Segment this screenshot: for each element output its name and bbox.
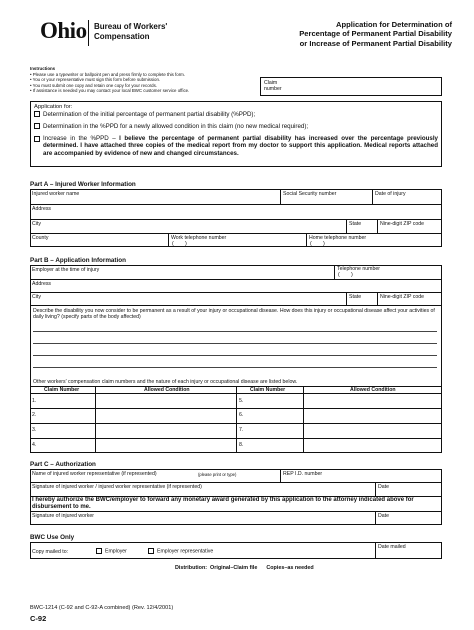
date-mailed-field[interactable]: Date mailed <box>378 544 406 550</box>
print-note: (please print or type) <box>198 472 237 477</box>
injured-worker-name-field[interactable]: Injured worker name <box>32 191 80 197</box>
checkbox[interactable] <box>34 123 40 129</box>
instruction-item: • If assistance is needed you may contact your local BWC customer service office. <box>30 88 190 94</box>
title-line-1: Application for Determination of <box>335 20 452 29</box>
application-for-section <box>30 101 442 167</box>
claim-row-num: 2. <box>32 412 37 418</box>
instructions-title: Instructions <box>30 66 56 71</box>
part-c-title: Part C – Authorization <box>30 461 96 468</box>
worker-signature-field[interactable]: Signature of injured worker <box>32 513 94 519</box>
part-a-title: Part A – Injured Worker Information <box>30 181 136 188</box>
claim-number-field[interactable] <box>260 77 442 96</box>
paren-close: ) <box>323 241 325 247</box>
logo-divider <box>88 20 89 46</box>
copy-employer-rep-option[interactable] <box>148 548 213 554</box>
claim-number-label: Claim number <box>264 80 282 92</box>
checkbox[interactable] <box>148 548 154 554</box>
paren-open: ( <box>172 241 174 247</box>
part-a-grid <box>30 189 442 247</box>
employer-address-field[interactable]: Address <box>32 281 52 287</box>
telephone-field[interactable]: Telephone number <box>337 266 380 272</box>
col-allowed-condition: Allowed Condition <box>144 387 190 393</box>
distribution-note: Distribution: Original–Claim file Copies–as needed <box>175 565 314 571</box>
option-initial-ppd[interactable] <box>34 111 438 119</box>
date-field[interactable]: Date <box>378 484 389 490</box>
instructions <box>30 66 260 94</box>
instruction-item: • Please use a typewriter or ballpoint pen and press firmly to complete this form. <box>30 71 186 77</box>
worker-date-field[interactable]: Date <box>378 513 389 519</box>
claim-row-num: 1. <box>32 398 37 404</box>
part-b-title: Part B – Application Information <box>30 257 126 264</box>
col-allowed-condition: Allowed Condition <box>350 387 396 393</box>
title-line-2: Percentage of Permanent Partial Disability <box>299 29 452 39</box>
ssn-field[interactable]: Social Security number <box>283 191 337 197</box>
copy-mailed-label: Copy mailed to: <box>32 549 69 555</box>
employer-field[interactable]: Employer at the time of injury <box>32 267 100 273</box>
paren-open: ( <box>338 272 340 278</box>
rep-id-field[interactable]: REP I.D. number <box>283 471 323 477</box>
increase-prefix: Increase in the %PPD – <box>43 135 120 142</box>
employer-state-field[interactable]: State <box>349 294 362 300</box>
copy-employer-option[interactable] <box>96 548 127 554</box>
disability-description-prompt: Describe the disability you now consider to be permanent as a result of your injury or occupational disease. How does this injury or occupational disease affect your activities of daily living? (specify parts of the body affected) <box>33 308 435 320</box>
authorization-statement: I hereby authorize the BWC/employer to forward any monetary award generated by this application to the attorney indicated above for disbursement to me. <box>32 497 414 510</box>
date-of-injury-field[interactable]: Date of injury <box>375 191 406 197</box>
city-field[interactable]: City <box>32 221 41 227</box>
col-claim-number: Claim Number <box>44 387 80 393</box>
claim-row-num: 8. <box>239 442 244 448</box>
increase-statement: I believe the percentage of permanent partial disability has increased over the percentage previously determined. I have attached three copies of the medical report from my doctor to support this application. Medical reports attached are accompanied by evidence of new and changed circumstances. <box>43 135 438 157</box>
title-line-3: or Increase of Permanent Partial Disability <box>299 38 452 48</box>
option-label: Determination in the %PPD for a newly allowed condition in this claim (no new medical required); <box>43 123 309 130</box>
checkbox[interactable] <box>34 111 40 117</box>
signature-field[interactable]: Signature of injured worker / injured worker representative (if represented) <box>32 484 202 490</box>
form-code: C-92 <box>30 614 47 623</box>
description-line[interactable] <box>33 331 437 332</box>
instruction-item: • You or your representative must sign this form before submission. <box>30 77 161 83</box>
checkbox[interactable] <box>96 548 102 554</box>
claim-row-num: 4. <box>32 442 37 448</box>
claim-row-num: 3. <box>32 427 37 433</box>
ohio-logo: Ohio <box>40 18 87 43</box>
claim-row-num: 6. <box>239 412 244 418</box>
option-label: Employer <box>105 548 127 555</box>
work-phone-field[interactable]: Work telephone number <box>171 235 227 241</box>
description-line[interactable] <box>33 343 437 344</box>
option-label: Determination of the initial percentage of permanent partial disability (%PPD); <box>43 111 256 118</box>
description-line[interactable] <box>33 355 437 356</box>
zip-field[interactable]: Nine-digit ZIP code <box>380 221 425 227</box>
checkbox[interactable] <box>34 136 40 142</box>
application-for-title: Application for: <box>34 104 73 110</box>
bwc-use-title: BWC Use Only <box>30 534 75 541</box>
home-phone-field[interactable]: Home telephone number <box>309 235 367 241</box>
option-label: Employer representative <box>157 548 214 555</box>
option-new-condition[interactable] <box>34 123 438 131</box>
state-field[interactable]: State <box>349 221 362 227</box>
form-title <box>196 20 452 48</box>
county-field[interactable]: County <box>32 235 49 241</box>
paren-close: ) <box>185 241 187 247</box>
description-line[interactable] <box>33 367 437 368</box>
col-claim-number: Claim Number <box>250 387 286 393</box>
paren-open: ( <box>310 241 312 247</box>
employer-zip-field[interactable]: Nine-digit ZIP code <box>380 294 425 300</box>
form-id: BWC-1214 (C-92 and C-92-A combined) (Rev. 12/4/2001) <box>30 605 174 611</box>
employer-city-field[interactable]: City <box>32 294 41 300</box>
claim-row-num: 5. <box>239 398 244 404</box>
rep-name-field[interactable]: Name of injured worker representative (if represented) <box>32 471 157 477</box>
bureau-name: Bureau of Workers' Compensation <box>94 22 168 41</box>
paren-close: ) <box>351 272 353 278</box>
option-increase-ppd[interactable] <box>34 135 438 157</box>
instruction-item: • You must submit one copy and retain one copy for your records. <box>30 82 157 88</box>
claim-row-num: 7. <box>239 427 244 433</box>
address-field[interactable]: Address <box>32 206 52 212</box>
other-claims-note: Other workers' compensation claim numbers and the nature of each injury or occupational disease are listed below. <box>33 379 298 385</box>
